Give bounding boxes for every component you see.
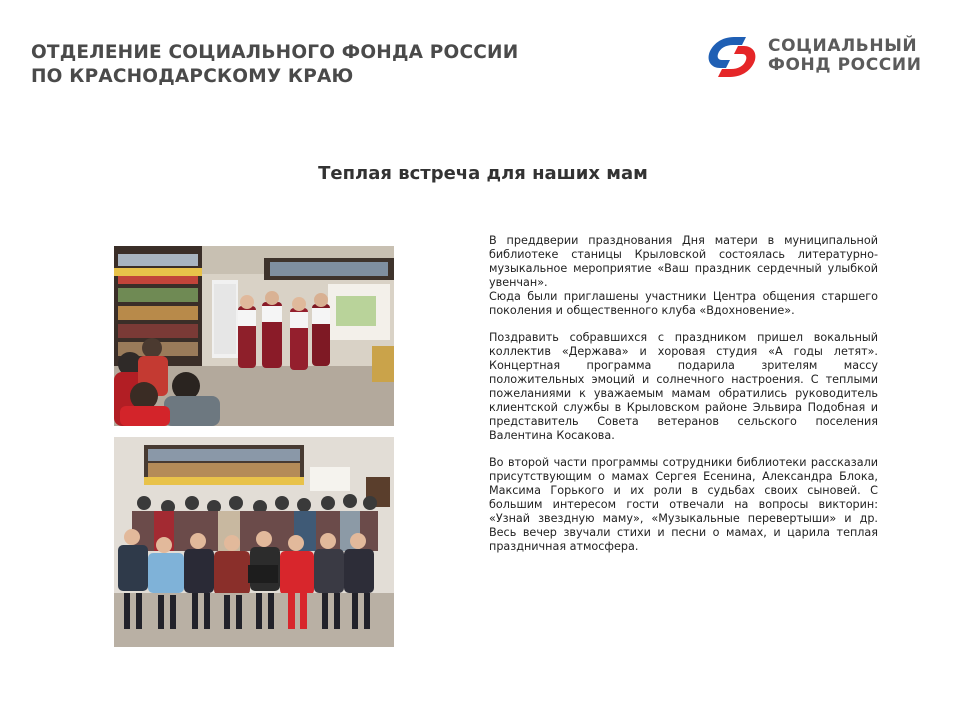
- logo-text-line-1: СОЦИАЛЬНЫЙ: [768, 36, 918, 56]
- article-paragraph: Во второй части программы сотрудники библиотеки рассказали присутствующим о мамах Сергея Есенина, Александра Блока, Максима Горького и их роли в судьбах своих сыновей. С большим интересом гости отвечали на вопросы викторин: «Узнай звездную маму», «Музыкальные перевертыши» и др. Весь вечер звучали стихи и песни о мамах, и царила теплая праздничная атмосфера.: [489, 456, 878, 553]
- organization-title-line-1: ОТДЕЛЕНИЕ СОЦИАЛЬНОГО ФОНДА РОССИИ: [31, 42, 519, 63]
- photo-concert: [114, 246, 394, 426]
- article-body: [489, 234, 878, 568]
- sfr-logo-icon: [704, 34, 760, 80]
- article-paragraph: Сюда были приглашены участники Центра общения старшего поколения и общественного клуба «Вдохновение».: [489, 289, 878, 317]
- logo-text-line-2: ФОНД РОССИИ: [768, 55, 922, 75]
- article-paragraph: В преддверии празднования Дня матери в муниципальной библиотеке станицы Крыловской состоялась литературно-музыкальное мероприятие «Ваш праздник сердечный улыбкой увенчан».: [489, 234, 878, 289]
- sfr-logo-text: [768, 37, 922, 75]
- photo-group: [114, 437, 394, 647]
- article-title: Теплая встреча для наших мам: [318, 163, 648, 184]
- organization-title: [31, 41, 518, 89]
- organization-title-line-2: ПО КРАСНОДАРСКОМУ КРАЮ: [31, 66, 354, 87]
- sfr-logo: [704, 34, 924, 80]
- article-paragraph: Поздравить собравшихся с праздником пришел вокальный коллектив «Держава» и хоровая студия «А годы летят». Концертная программа подарила зрителям массу положительных эмоций и солнечного настроения. С теплыми пожеланиями к уважаемым мамам обратились руководитель клиентской службы в Крыловском районе Эльвира Подобная и представитель Совета ветеранов сельского поселения Валентина Косакова.: [489, 331, 878, 442]
